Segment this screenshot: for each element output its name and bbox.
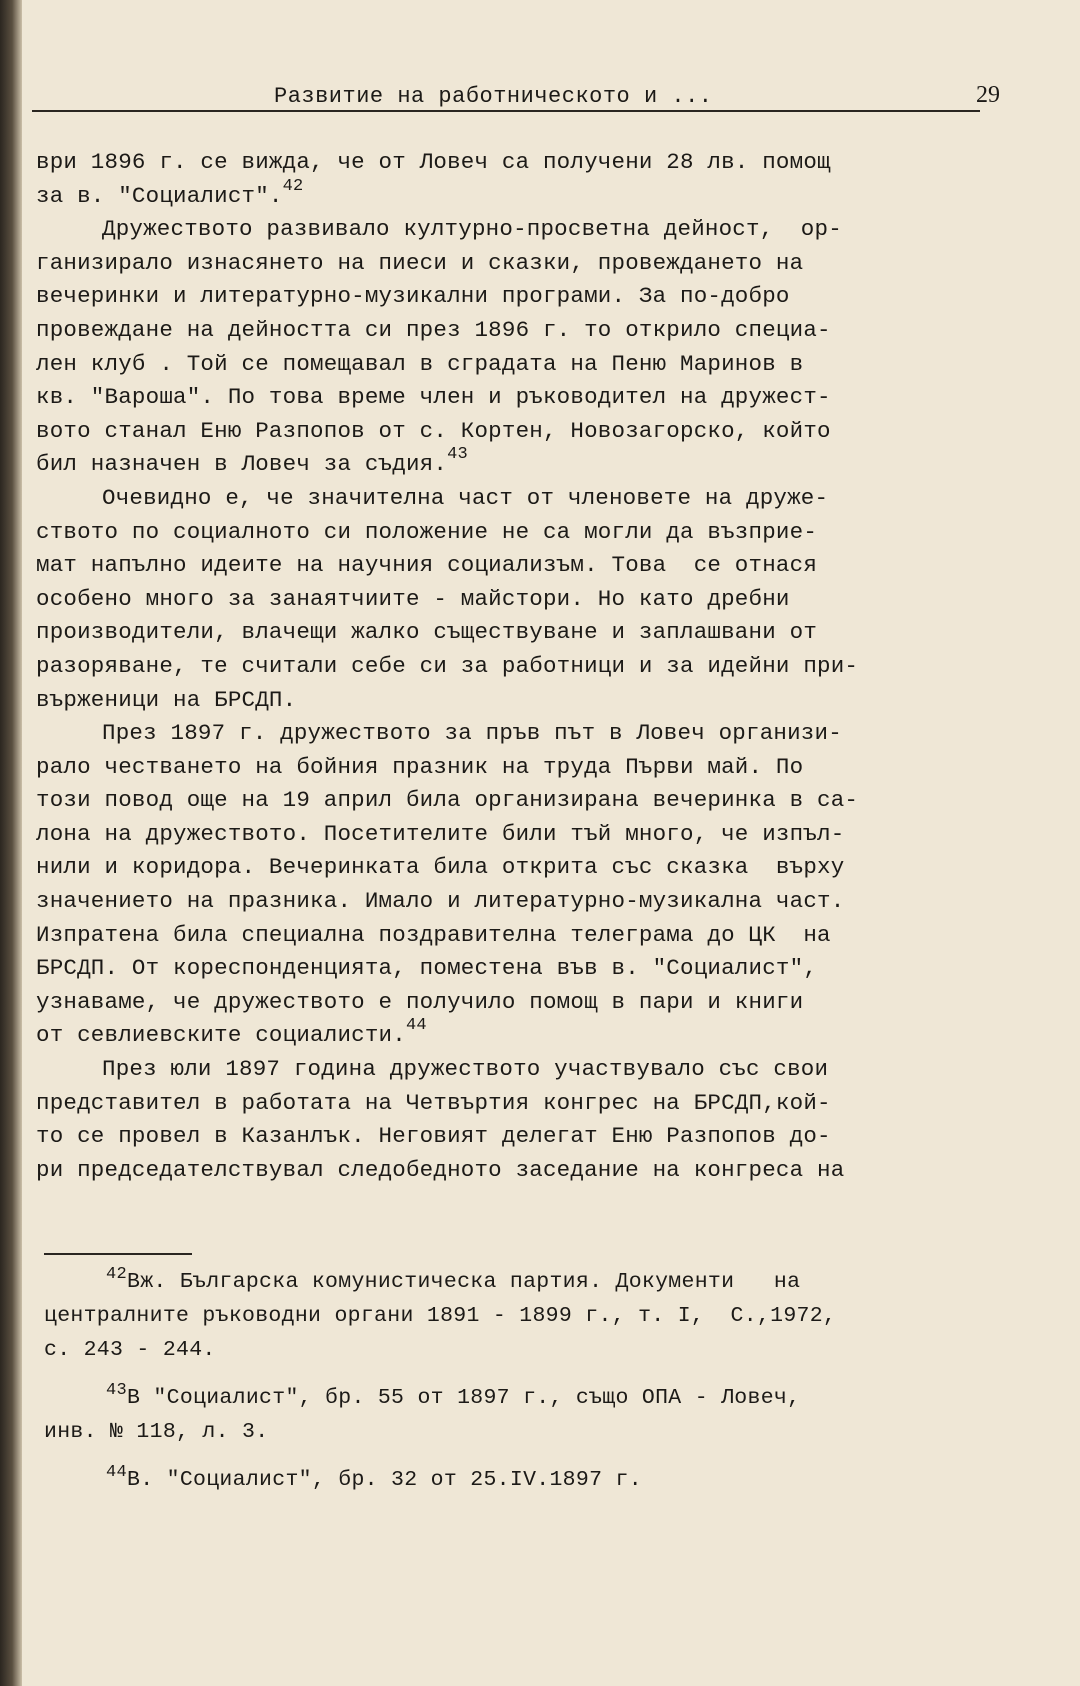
footnote-line: инв. № 118, л. 3. [44,1420,269,1444]
footnote-text: В. "Социалист", бр. 32 от 25.IV.1897 г. [127,1468,642,1492]
text-line: ри председателствувал следобедното заседание на конгреса на [36,1156,845,1183]
footnote-ref-42: 42 [282,176,304,196]
text-line: мат напълно идеите на научния социализъм. Това се отнася [36,552,818,579]
text-line: ството по социалното си положение не са могли да възприе- [36,518,818,545]
text-line: Очевидно е, че значителна част от членовете на друже- [102,484,829,511]
text-line: то се провел в Казанлък. Неговият делегат Еню Разпопов до- [36,1123,831,1150]
footnote-line: с. 243 - 244. [44,1338,216,1362]
footnote-line [44,1381,1024,1415]
paragraph-2 [36,213,1006,482]
running-title: Развитие на работническото и ... [274,84,713,109]
text-line: особено много за занаятчиите - майстори. Но като дребни [36,585,790,612]
text-line: БРСДП. От кореспонденцията, поместена във в. "Социалист", [36,955,818,982]
footnote-ref-43: 43 [447,445,468,465]
text-line: значението на празника. Имало и литературно-музикална част. [36,888,845,915]
text-line: Изпратена била специална поздравителна телеграма до ЦК на [36,921,831,948]
page-number: 29 [976,82,1000,108]
footnote-42 [44,1265,1024,1367]
text-line: рало честването на бойния празник на труда Първи май. По [36,753,804,780]
text-line [36,1016,1006,1053]
book-page [22,0,1080,1686]
footnote-text: Вж. Българска комунистическа партия. Документи на [127,1270,801,1294]
footnotes [44,1265,1024,1511]
text-line: През 1897 г. дружеството за пръв път в Ловеч организи- [102,720,842,747]
footnote-line: централните ръководни органи 1891 - 1899 г., т. I, С.,1972, [44,1304,837,1328]
main-text [36,146,1006,1187]
text-line: вечеринки и литературно-музикални програми. За по-добро [36,283,790,310]
footnote-text: В "Социалист", бр. 55 от 1897 г., също ОПА - Ловеч, [127,1386,801,1410]
text-line: представител в работата на Четвъртия конгрес на БРСДП,кой- [36,1089,831,1116]
text-line: лона на дружеството. Посетителите били тъй много, че изпъл- [36,820,845,847]
text-line: ганизирало изнасянето на пиеси и сказки, провеждането на [36,249,804,276]
page-header [52,80,1000,112]
book-spine-shadow [0,0,22,1686]
footnote-number: 43 [106,1381,128,1400]
paragraph-3 [36,482,1006,717]
footnote-rule [44,1253,192,1255]
text-line: производители, влачещи жалко съществуване и заплашвани от [36,619,818,646]
footnote-43 [44,1381,1024,1449]
text-line: вото станал Еню Разпопов от с. Кортен, Новозагорско, който [36,417,831,444]
paragraph-5 [36,1053,1006,1187]
text-line: този повод още на 19 април била организирана вечеринка в са- [36,787,859,814]
text-line [36,176,1006,214]
text-line: През юли 1897 година дружеството участвувало със свои [102,1056,829,1083]
text-line: ври 1896 г. се вижда, че от Ловеч са получени 28 лв. помощ [36,149,831,175]
text-line: Дружеството развивало културно-просветна дейност, ор- [102,216,842,243]
paragraph-4 [36,717,1006,1053]
footnote-number: 44 [106,1463,128,1482]
text-line: нили и коридора. Вечеринката била открита със сказка върху [36,854,845,881]
footnote-line [44,1265,1024,1299]
footnote-ref-44: 44 [405,1016,427,1036]
text-line: лен клуб . Той се помещавал в сградата на Пеню Маринов в [36,350,804,377]
text-line: провеждане на дейността си през 1896 г. то открило специа- [36,316,831,343]
text-line: разоряване, те считали себе си за работници и за идейни при- [36,652,859,679]
text-line: узнаваме, че дружеството е получило помощ в пари и книги [36,988,804,1015]
header-rule [32,110,980,112]
text-line: върженици на БРСДП. [36,686,297,713]
text-fragment: от севлиевските социалисти. [36,1022,406,1049]
footnote-44 [44,1463,1024,1497]
footnote-line [44,1463,1024,1497]
text-fragment: бил назначен в Ловеч за съдия. [36,451,448,478]
text-line: кв. "Вароша". По това време член и ръководител на дружест- [36,384,831,411]
text-fragment: за в. "Социалист". [36,182,283,209]
text-line [36,445,1006,482]
footnote-number: 42 [106,1265,128,1284]
paragraph-1 [36,146,1006,213]
